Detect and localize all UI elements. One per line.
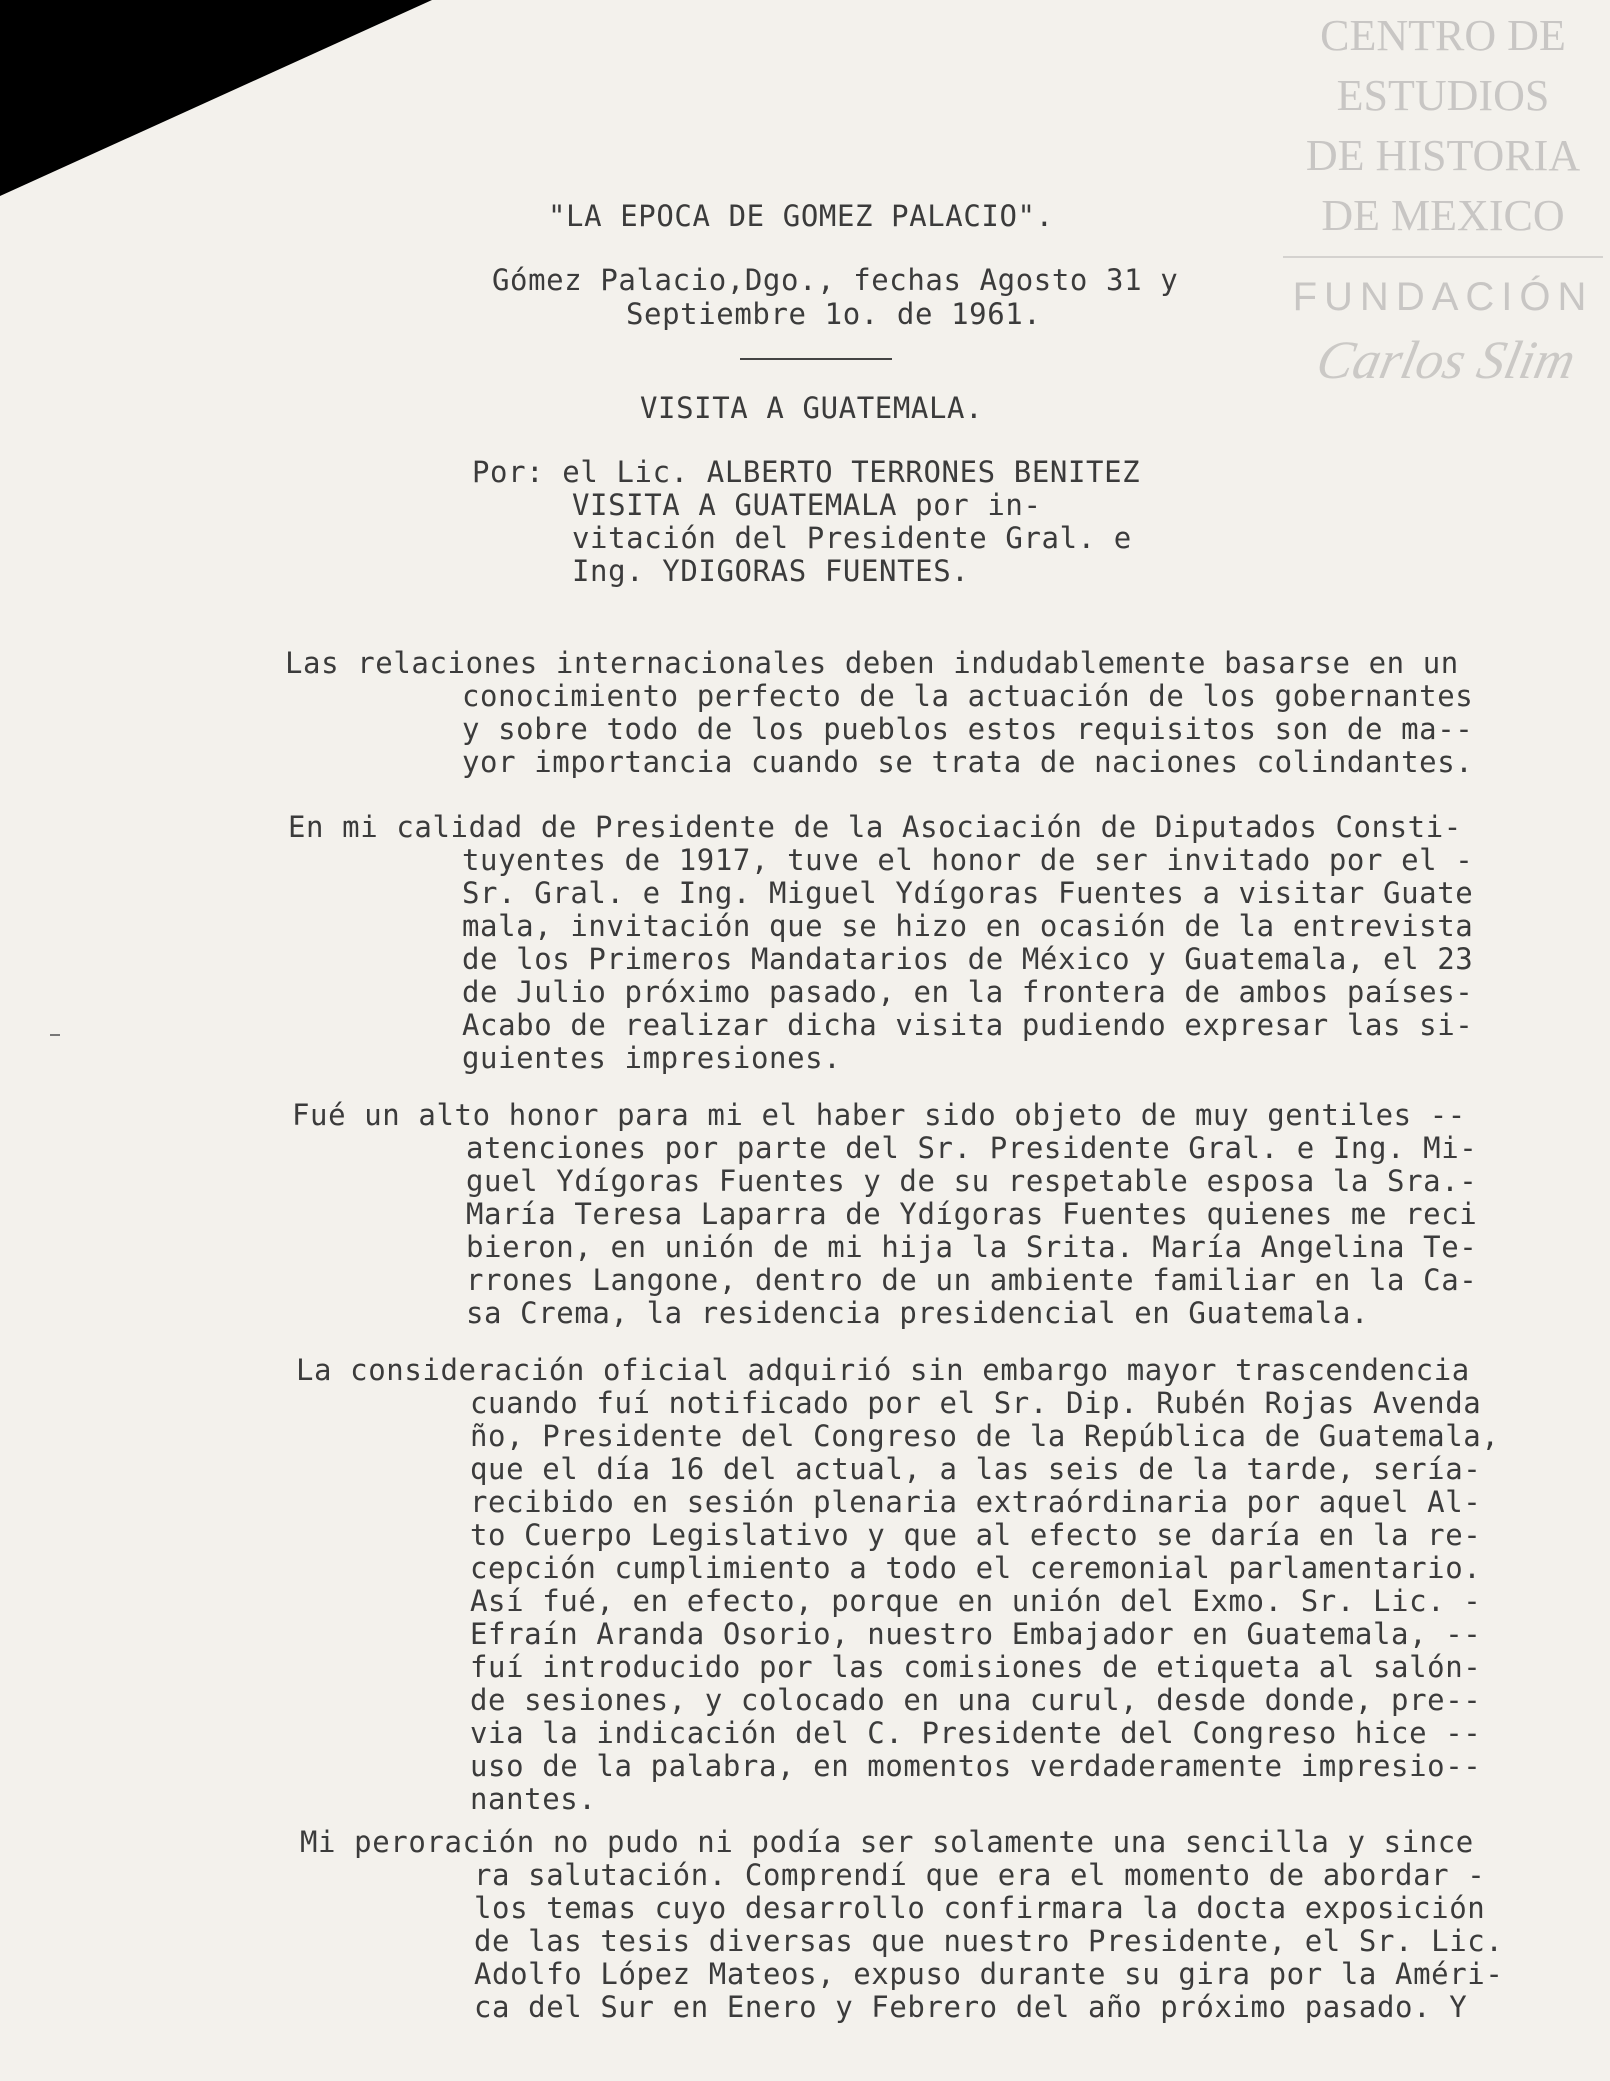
byline-line: vitación del Presidente Gral. e xyxy=(572,521,1132,555)
text-line: bieron, en unión de mi hija la Srita. María Angelina Te- xyxy=(466,1230,1478,1264)
text-line: ra salutación. Comprendí que era el momento de abordar - xyxy=(474,1858,1486,1892)
text-line: En mi calidad de Presidente de la Asociación de Diputados Consti- xyxy=(288,810,1462,844)
text-line: yor importancia cuando se trata de naciones colindantes. xyxy=(462,745,1474,779)
text-line: Las relaciones internacionales deben indudablemente basarse en un xyxy=(285,646,1459,680)
text-line: uso de la palabra, en momentos verdaderamente impresio-- xyxy=(470,1749,1482,1783)
text-line: Acabo de realizar dicha visita pudiendo expresar las si- xyxy=(462,1008,1474,1042)
byline-line: VISITA A GUATEMALA por in- xyxy=(572,488,1042,522)
text-line: cepción cumplimiento a todo el ceremonial parlamentario. xyxy=(470,1551,1482,1585)
text-line: fuí introducido por las comisiones de etiqueta al salón- xyxy=(470,1650,1482,1684)
stray-mark xyxy=(50,1034,60,1036)
text-line: mala, invitación que se hizo en ocasión de la entrevista xyxy=(462,909,1474,943)
text-line: Sr. Gral. e Ing. Miguel Ydígoras Fuentes a visitar Guate xyxy=(462,876,1474,910)
text-line: La consideración oficial adquirió sin embargo mayor trascendencia xyxy=(296,1353,1470,1387)
subject-heading: VISITA A GUATEMALA. xyxy=(640,391,984,425)
text-line: de sesiones, y colocado en una curul, desde donde, pre-- xyxy=(470,1683,1482,1717)
text-line: de las tesis diversas que nuestro Presidente, el Sr. Lic. xyxy=(474,1924,1504,1958)
text-line: conocimiento perfecto de la actuación de los gobernantes xyxy=(462,679,1474,713)
foundation-watermark xyxy=(1283,6,1603,398)
text-line: María Teresa Laparra de Ydígoras Fuentes quienes me reci xyxy=(466,1197,1478,1231)
text-line: de Julio próximo pasado, en la frontera de ambos países- xyxy=(462,975,1474,1009)
text-line: Así fué, en efecto, porque en unión del Exmo. Sr. Lic. - xyxy=(470,1584,1482,1618)
watermark-foundation: FUNDACIÓN xyxy=(1292,275,1594,319)
text-line: ño, Presidente del Congreso de la República de Guatemala, xyxy=(470,1419,1500,1453)
document-title: "LA EPOCA DE GOMEZ PALACIO". xyxy=(548,199,1054,233)
text-line: que el día 16 del actual, a las seis de la tarde, sería- xyxy=(470,1452,1482,1486)
folded-page-corner xyxy=(0,0,440,200)
text-line: sa Crema, la residencia presidencial en Guatemala. xyxy=(466,1296,1369,1330)
text-line: to Cuerpo Legislativo y que al efecto se daría en la re- xyxy=(470,1518,1482,1552)
header-divider xyxy=(740,358,892,360)
text-line: Fué un alto honor para mi el haber sido objeto de muy gentiles -- xyxy=(292,1098,1466,1132)
byline-line: Por: el Lic. ALBERTO TERRONES BENITEZ xyxy=(472,455,1141,489)
watermark-line: ESTUDIOS xyxy=(1336,71,1550,120)
watermark-line: CENTRO DE xyxy=(1320,11,1566,60)
dateline: Septiembre 1o. de 1961. xyxy=(626,297,1042,331)
text-line: Mi peroración no pudo ni podía ser solamente una sencilla y since xyxy=(300,1825,1474,1859)
text-line: guel Ydígoras Fuentes y de su respetable esposa la Sra.- xyxy=(466,1164,1478,1198)
signature-logo xyxy=(1283,328,1603,398)
text-line: atenciones por parte del Sr. Presidente Gral. e Ing. Mi- xyxy=(466,1131,1478,1165)
watermark-line: DE HISTORIA xyxy=(1305,131,1581,180)
byline-line: Ing. YDIGORAS FUENTES. xyxy=(572,554,970,588)
text-line: via la indicación del C. Presidente del Congreso hice -- xyxy=(470,1716,1482,1750)
text-line: nantes. xyxy=(470,1782,597,1816)
text-line: de los Primeros Mandatarios de México y Guatemala, el 23 xyxy=(462,942,1474,976)
text-line: los temas cuyo desarrollo confirmara la docta exposición xyxy=(474,1891,1486,1925)
text-line: cuando fuí notificado por el Sr. Dip. Rubén Rojas Avenda xyxy=(470,1386,1482,1420)
text-line: y sobre todo de los pueblos estos requisitos son de ma-- xyxy=(462,712,1474,746)
text-line: Efraín Aranda Osorio, nuestro Embajador en Guatemala, -- xyxy=(470,1617,1482,1651)
text-line: Adolfo López Mateos, expuso durante su gira por la Améri- xyxy=(474,1957,1504,1991)
text-line: rrones Langone, dentro de un ambiente familiar en la Ca- xyxy=(466,1263,1478,1297)
watermark-divider xyxy=(1283,256,1603,258)
text-line: ca del Sur en Enero y Febrero del año próximo pasado. Y xyxy=(474,1990,1468,2024)
svg-text:Carlos Slim: Carlos Slim xyxy=(1311,329,1581,390)
text-line: recibido en sesión plenaria extraórdinaria por aquel Al- xyxy=(470,1485,1482,1519)
text-line: guientes impresiones. xyxy=(462,1041,842,1075)
watermark-line: DE MEXICO xyxy=(1321,191,1565,240)
dateline: Gómez Palacio,Dgo., fechas Agosto 31 y xyxy=(492,263,1179,297)
text-line: tuyentes de 1917, tuve el honor de ser invitado por el - xyxy=(462,843,1474,877)
